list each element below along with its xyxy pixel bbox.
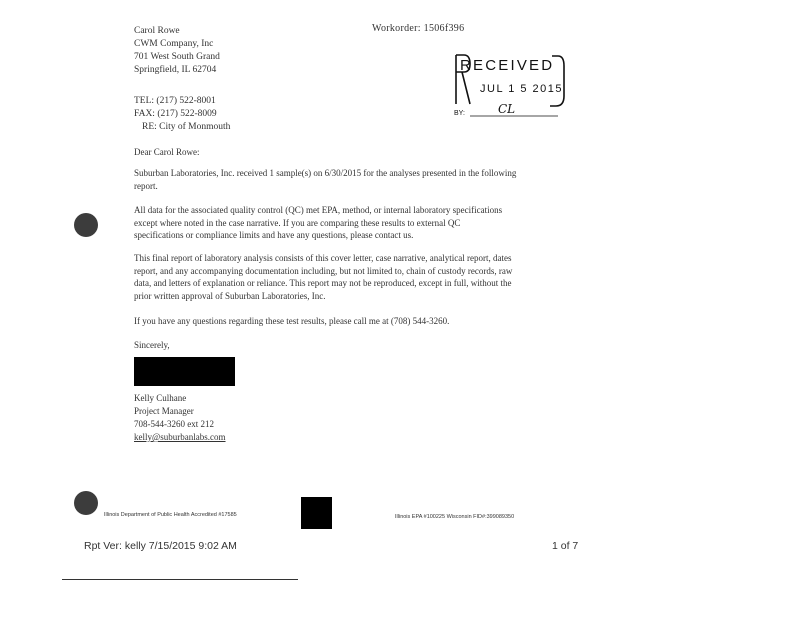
report-version: Rpt Ver: kelly 7/15/2015 9:02 AM (84, 540, 237, 552)
recipient-city: Springfield, IL 62704 (134, 65, 217, 75)
paragraph-qc: All data for the associated quality control (QC) met EPA, method, or internal laboratory specifications except where noted in the case narrative. If you are comparing these results to external QC specifications or compliance limits and have any questions, please contact us. (134, 205, 503, 240)
telephone: TEL: (217) 522-8001 (134, 96, 216, 106)
recipient-name: Carol Rowe (134, 26, 180, 36)
signer-name: Kelly Culhane (134, 393, 187, 403)
redacted-signature (134, 357, 235, 386)
stamp-word: RECEIVED (460, 57, 555, 74)
signer-phone: 708-544-3260 ext 212 (134, 419, 214, 429)
footer-rule (62, 579, 298, 580)
paragraph-receipt: Suburban Laboratories, Inc. received 1 sample(s) on 6/30/2015 for the analyses presented in the following report. (134, 168, 517, 191)
signer-title: Project Manager (134, 406, 194, 416)
stamp-initials: CL (498, 102, 516, 116)
punch-hole-bottom (74, 491, 98, 515)
paragraph-questions: If you have any questions regarding these test results, please call me at (708) 544-3260. (134, 316, 450, 326)
fax: FAX: (217) 522-8009 (134, 109, 217, 119)
accreditation-epa: Illinois EPA #100225 Wisconsin FID#:399089350 (395, 514, 515, 520)
subject-line: RE: City of Monmouth (142, 122, 231, 132)
punch-hole-top (74, 213, 98, 237)
stamp-date: JUL 1 5 2015 (480, 83, 564, 95)
received-stamp (452, 52, 564, 122)
recipient-street: 701 West South Grand (134, 52, 220, 62)
recipient-address (134, 25, 220, 77)
signer-email-link[interactable]: kelly@suburbanlabs.com (134, 432, 226, 442)
workorder-number: Workorder: 1506f396 (372, 23, 465, 34)
paragraph-report-contents: This final report of laboratory analysis consists of this cover letter, case narrative, analytical report, dates report, and any accompanying documentation including, but not limited to, chain of custody records, raw data, and letters of explanation or reliance. This report may not be reproduced, except in full, without the prior written approval of Suburban Laboratories, Inc. (134, 253, 513, 301)
recipient-company: CWM Company, Inc (134, 39, 214, 49)
accreditation-idph: Illinois Department of Public Health Accredited #17585 (104, 512, 237, 518)
stamp-by-label: BY: (454, 110, 465, 117)
redacted-logo (301, 497, 332, 529)
closing: Sincerely, (134, 340, 170, 350)
page-number: 1 of 7 (552, 540, 579, 552)
contact-block (134, 95, 230, 134)
salutation: Dear Carol Rowe: (134, 147, 200, 157)
signature-block (134, 392, 226, 444)
